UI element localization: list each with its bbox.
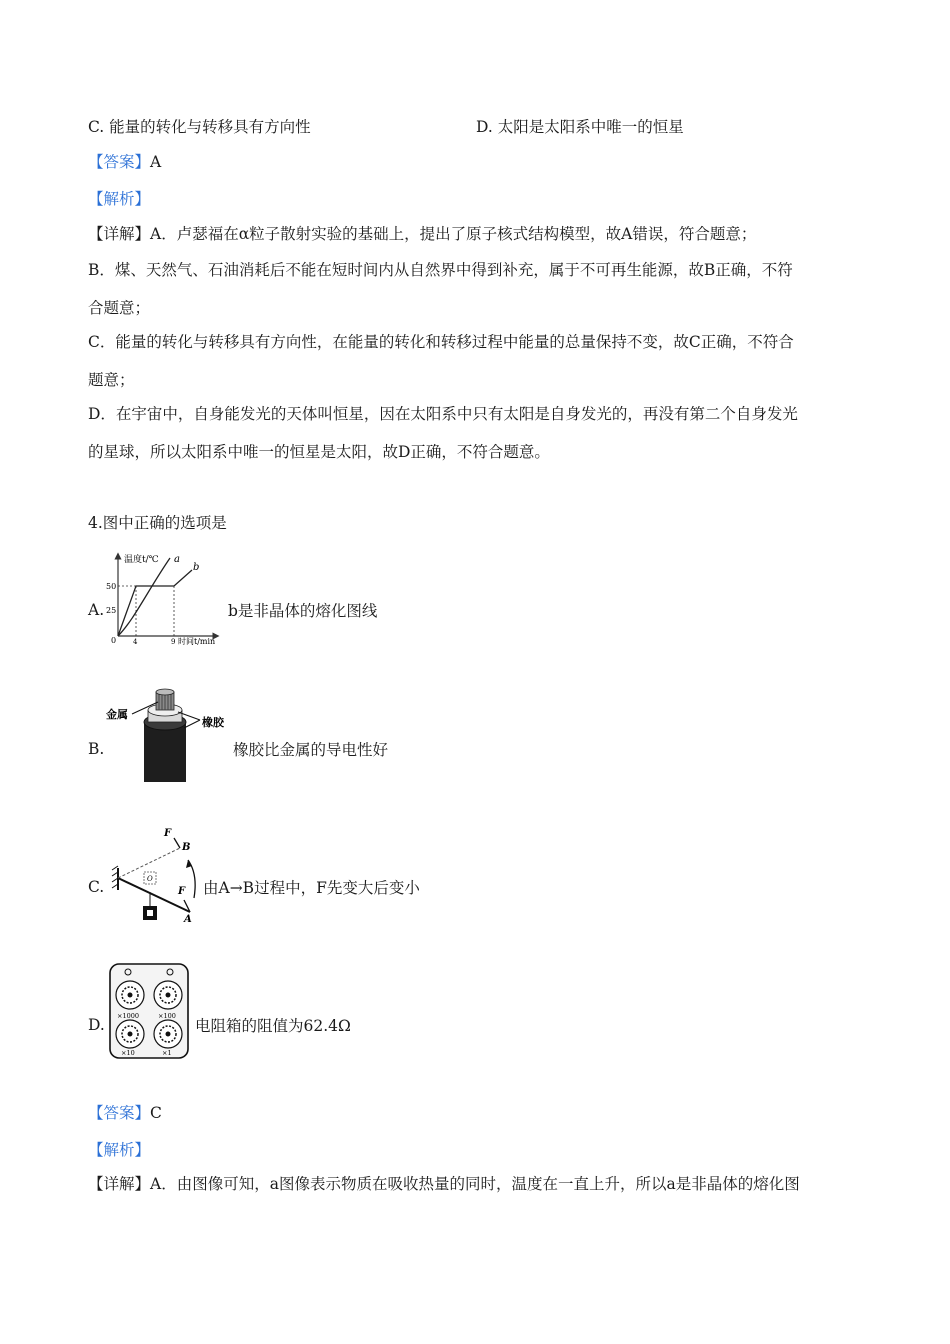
pivot-label: O xyxy=(147,875,153,883)
detail-line-3: 合题意； xyxy=(88,299,151,317)
lever-figure xyxy=(104,826,200,926)
detail-text: A．卢瑟福在α粒子散射实验的基础上，提出了原子核式结构模型，故A错误，符合题意； xyxy=(150,225,757,243)
graph-xlabel: 时间t/min xyxy=(178,637,216,646)
analysis-row xyxy=(88,188,150,210)
melting-graph-figure xyxy=(104,550,226,646)
detail-tag: 【详解】 xyxy=(88,225,151,243)
tick-0: 0 xyxy=(111,636,117,645)
label-a: a xyxy=(174,554,180,565)
graph-ylabel: 温度t/℃ xyxy=(124,555,159,565)
metal-label: 金属 xyxy=(106,708,128,721)
svg-text:×1000: ×1000 xyxy=(117,1012,139,1020)
option-b-letter: B. xyxy=(88,740,105,758)
detail-line-1 xyxy=(88,223,756,245)
tick-4: 4 xyxy=(133,638,138,646)
detail-line-2: B．煤、天然气、石油消耗后不能在短时间内从自然界中得到补充，属于不可再生能源，故B正确，不符 xyxy=(88,261,793,279)
svg-text:×100: ×100 xyxy=(158,1012,176,1020)
q4-detail-line xyxy=(88,1173,800,1195)
tick-50: 50 xyxy=(106,582,117,591)
curve-a xyxy=(118,558,170,636)
point-b-label: B xyxy=(182,842,191,853)
analysis-tag: 【解析】 xyxy=(88,190,151,208)
label-b: b xyxy=(193,562,200,573)
answer-value: A xyxy=(150,153,162,171)
option-c-letter: C. xyxy=(88,878,105,896)
q4-answer-value: C xyxy=(150,1104,162,1122)
rubber-label: 橡胶 xyxy=(202,716,224,729)
answer-row xyxy=(88,151,161,173)
cable-figure xyxy=(104,688,234,784)
tick-25: 25 xyxy=(106,606,117,615)
answer-tag: 【答案】 xyxy=(88,153,151,171)
q4-analysis-tag: 【解析】 xyxy=(88,1141,151,1159)
point-a-label: A xyxy=(184,914,192,925)
q4-answer-row xyxy=(88,1102,162,1124)
force-top-label: F xyxy=(164,828,172,839)
resistance-box-figure xyxy=(108,962,190,1060)
detail-line-6: D．在宇宙中，自身能发光的天体叫恒星，因在太阳系中只有太阳是自身发光的，再没有第二个自身发光 xyxy=(88,405,798,423)
option-c-line: C. 能量的转化与转移具有方向性 xyxy=(88,118,311,136)
option-d-letter: D. xyxy=(88,1016,105,1034)
q4-analysis-row xyxy=(88,1139,150,1161)
question-4-stem: 4.图中正确的选项是 xyxy=(88,514,227,532)
q4-detail-tag: 【详解】 xyxy=(88,1175,151,1193)
curve-b xyxy=(118,570,192,636)
option-a-letter: A. xyxy=(88,601,105,619)
option-a-text: b是非晶体的熔化图线 xyxy=(228,602,378,620)
force-low-label: F xyxy=(178,886,186,897)
svg-text:×10: ×10 xyxy=(121,1049,135,1057)
detail-line-5: 题意； xyxy=(88,371,135,389)
detail-line-7: 的星球，所以太阳系中唯一的恒星是太阳，故D正确，不符合题意。 xyxy=(88,443,550,461)
detail-line-4: C．能量的转化与转移具有方向性，在能量的转化和转移过程中能量的总量保持不变，故C正确，不符合 xyxy=(88,333,794,351)
option-c-text: 由A→B过程中，F先变大后变小 xyxy=(203,879,420,897)
q4-answer-tag: 【答案】 xyxy=(88,1104,151,1122)
option-d-line: D. 太阳是太阳系中唯一的恒星 xyxy=(476,118,684,136)
tick-9: 9 xyxy=(171,638,176,646)
svg-text:×1: ×1 xyxy=(162,1049,172,1057)
option-b-text: 橡胶比金属的导电性好 xyxy=(233,741,389,759)
q4-detail-text: A．由图像可知，a图像表示物质在吸收热量的同时，温度在一直上升，所以a是非晶体的熔化图 xyxy=(150,1175,800,1193)
option-d-text: 电阻箱的阻值为62.4Ω xyxy=(195,1017,351,1035)
